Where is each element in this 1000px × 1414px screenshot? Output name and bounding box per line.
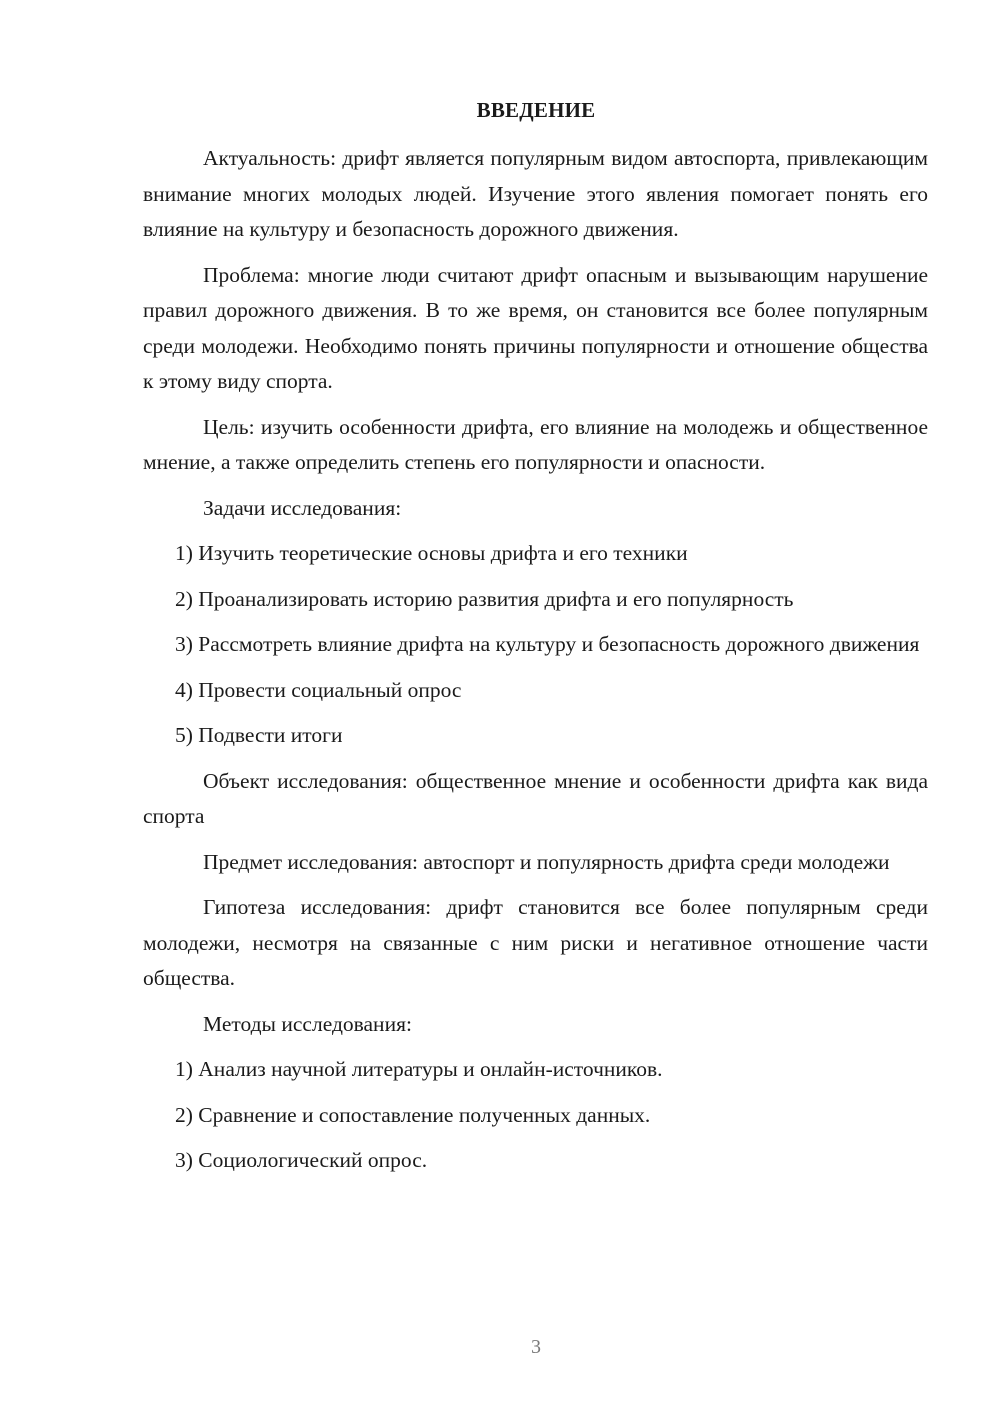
page-number: 3 bbox=[531, 1336, 541, 1358]
task-item: 3) Рассмотреть влияние дрифта на культуру и безопасность дорожного движения bbox=[175, 632, 920, 656]
paragraph-object: Объект исследования: общественное мнение и особенности дрифта как вида спорта bbox=[143, 768, 928, 828]
method-item: 3) Социологический опрос. bbox=[175, 1148, 428, 1172]
paragraph-problem: Проблема: многие люди считают дрифт опасным и вызывающим нарушение правил дорожного движения. В то же время, он становится все более популярным среди молодежи. Необходимо понять причины популярности и отношение общества к этому виду спорта. bbox=[143, 262, 928, 393]
task-item: 2) Проанализировать историю развития дрифта и его популярность bbox=[175, 586, 794, 611]
methods-heading: Методы исследования: bbox=[203, 1011, 412, 1036]
method-item: 2) Сравнение и сопоставление полученных данных. bbox=[175, 1102, 651, 1127]
paragraph-goal: Цель: изучить особенности дрифта, его влияние на молодежь и общественное мнение, а также определить степень его популярности и опасности. bbox=[143, 414, 928, 474]
task-item: 4) Провести социальный опрос bbox=[175, 677, 462, 702]
task-item: 1) Изучить теоретические основы дрифта и его техники bbox=[175, 541, 688, 565]
tasks-heading: Задачи исследования: bbox=[203, 495, 402, 520]
document-body bbox=[143, 141, 928, 1189]
task-item: 5) Подвести итоги bbox=[175, 723, 343, 747]
paragraph-hypothesis: Гипотеза исследования: дрифт становится все более популярным среди молодежи, несмотря на связанные с ним риски и негативное отношение части общества. bbox=[143, 895, 928, 990]
section-title: ВВЕДЕНИЕ bbox=[476, 98, 596, 122]
paragraph-subject: Предмет исследования: автоспорт и популярность дрифта среди молодежи bbox=[203, 849, 890, 874]
method-item: 1) Анализ научной литературы и онлайн-источников. bbox=[175, 1057, 663, 1081]
paragraph-relevance: Актуальность: дрифт является популярным видом автоспорта, привлекающим внимание многих молодых людей. Изучение этого явления помогает понять его влияние на культуру и безопасность дорожного движения. bbox=[143, 146, 928, 241]
